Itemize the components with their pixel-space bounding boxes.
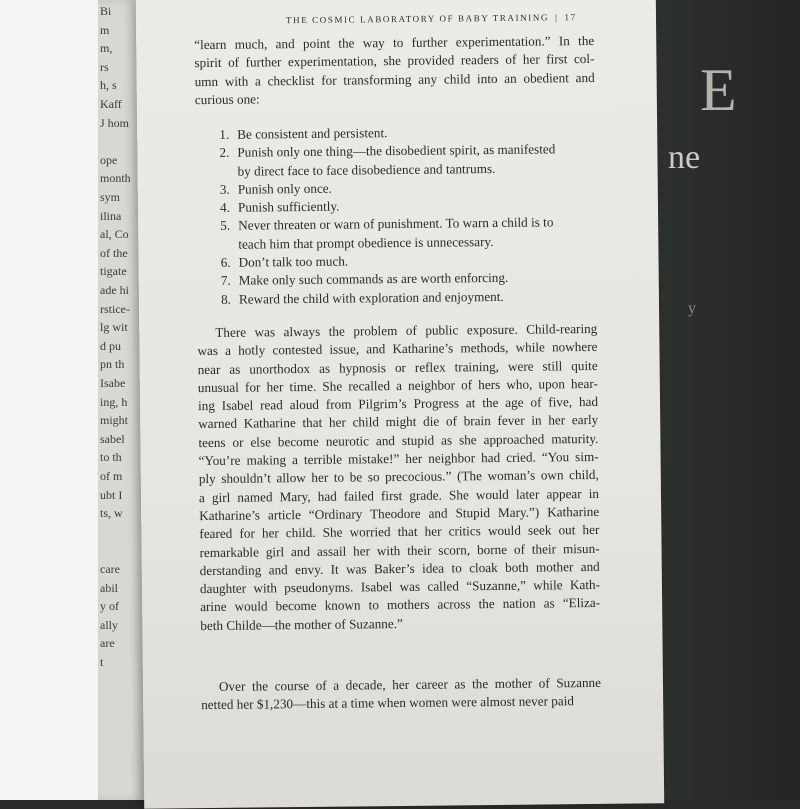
text-line: warned Katharine that her child might die of brain fever in her early — [198, 412, 599, 432]
text-line: beth Childe—the mother of Suzanne.” — [200, 615, 403, 633]
facing-page-text-fragment: abil — [100, 580, 118, 595]
facing-page-text-fragment: Bi — [100, 4, 112, 18]
checklist-number: 7. — [220, 273, 231, 289]
text-line: curious one: — [194, 91, 260, 108]
facing-page-text-fragment: lg wit — [100, 320, 128, 335]
running-head — [286, 12, 577, 25]
text-line: was a hotly contested issue, and Katharine’s methods, while nowhere — [197, 339, 598, 359]
facing-page-text-fragment: Kaff — [100, 97, 122, 111]
text-line: feared for her child. She worried that her critics would seek out her — [199, 522, 600, 542]
text-line: “You’re making a terrible mistake!” her neighbor had cried. “You sim- — [198, 449, 599, 469]
facing-page-text-fragment: ally — [100, 617, 118, 632]
right-background-book-cover — [640, 0, 800, 800]
checklist-number: 6. — [220, 254, 231, 270]
text-line: Katharine’s article “Ordinary Theodore and Stupid Mary.”) Katharine — [199, 503, 600, 524]
facing-page-text-fragment: m, — [100, 41, 113, 56]
checklist — [215, 122, 597, 309]
checklist-text — [238, 213, 596, 253]
text-line: remarkable girl and assail her with their scorn, borne of their misun- — [199, 540, 600, 560]
checklist-line: Don’t talk too much. — [238, 253, 349, 270]
text-line: There was always the problem of public exposure. Child-rearing — [215, 320, 598, 340]
checklist-line: Make only such commands as are worth enforcing. — [238, 270, 509, 289]
facing-page-text-fragment: sabel — [100, 431, 125, 446]
checklist-number: 3. — [219, 181, 230, 197]
checklist-item — [217, 287, 597, 309]
facing-page-text-fragment: d pu — [100, 338, 121, 353]
facing-page-text-fragment: ts, w — [100, 506, 123, 521]
facing-page-text-fragment: ope — [100, 152, 118, 167]
facing-page-text-fragment: might — [100, 413, 129, 428]
checklist-number: 1. — [219, 126, 230, 142]
facing-page-text-fragment: month — [100, 171, 131, 186]
cover-letter: E — [700, 57, 741, 123]
checklist-line: Punish sufficiently. — [237, 198, 340, 215]
checklist-number: 5. — [220, 218, 231, 234]
checklist-line: Reward the child with exploration and enjoyment. — [238, 288, 504, 307]
checklist-line: Punish only one thing—the disobedient spirit, as manifested — [237, 141, 556, 160]
text-line: ing Isabel read aloud from Pilgrim’s Progress at the age of five, had — [197, 394, 599, 414]
facing-page-text-fragment: rs — [100, 59, 109, 74]
text-line: near as unorthodox as hypnosis or reflex training, were still quite — [197, 357, 598, 377]
running-head-separator: | — [555, 12, 559, 23]
text-line: spirit of further experimentation, she provided readers of her first col- — [194, 51, 595, 71]
facing-page-text-fragment: ilina — [100, 208, 122, 223]
book-page — [136, 0, 664, 809]
checklist-item — [215, 140, 595, 181]
facing-page-text-fragment: Isabe — [100, 376, 126, 390]
facing-page-text-fragment: al, Co — [100, 227, 129, 242]
text-line: umn with a checklist for transforming any child into an obedient and — [194, 69, 595, 89]
text-line: arine would become known to mothers across the nation as “Eliza- — [200, 595, 601, 615]
checklist-text — [239, 287, 597, 309]
facing-page-text-fragment: sym — [100, 190, 121, 204]
facing-page-text-fragment: of m — [100, 469, 123, 483]
facing-page-text-fragment: ubt I — [100, 487, 123, 502]
text-line: daughter with pseudonyms. Isabel was called “Suzanne,” while Kath- — [199, 577, 601, 597]
cover-word: ne — [668, 139, 701, 176]
facing-page-text-fragment: tigate — [100, 264, 127, 279]
text-line: Over the course of a decade, her career as the mother of Suzanne — [218, 674, 602, 694]
facing-page-text-fragment: ing, h — [100, 394, 128, 409]
body-paragraph — [197, 320, 600, 635]
facing-page-text-fragment: m — [100, 22, 110, 37]
facing-page-text-fragment: ade hi — [100, 283, 129, 297]
checklist-line: by direct face to face disobedience and tantrums. — [237, 160, 496, 179]
checklist-line: teach him that prompt obedience is unnecessary. — [238, 233, 494, 252]
text-line: derstanding and envy. It was Baker’s idea to cloak both mother and — [199, 558, 600, 578]
facing-page-text-fragment: y of — [100, 599, 119, 614]
facing-page-text-fragment: of the — [100, 245, 128, 260]
cover-fragment: y — [688, 300, 696, 317]
facing-page-text-fragment: h, s — [100, 78, 117, 93]
facing-page-text-fragment: are — [100, 636, 115, 651]
checklist-line: Punish only once. — [237, 180, 333, 197]
checklist-number: 8. — [220, 291, 232, 307]
facing-page-text-fragment: care — [100, 562, 120, 576]
facing-page-text-fragment: pn th — [100, 357, 125, 372]
text-line: unusual for her time. She recalled a neighbor of hers who, upon hear- — [197, 375, 598, 396]
facing-page-text-fragment: J hom — [100, 115, 130, 130]
text-line: netted her $1,230—this at a time when women were almost never paid — [201, 693, 575, 713]
facing-page-text-fragment: rstice- — [100, 301, 130, 316]
checklist-number: 4. — [219, 199, 231, 216]
text-line: ply shouldn’t allow her to be so precocious.” (The woman’s own child, — [198, 467, 599, 487]
checklist-text — [237, 140, 595, 180]
facing-page-text-fragment: to th — [100, 450, 122, 465]
page-number: 17 — [564, 12, 577, 23]
intro-paragraph — [194, 32, 595, 109]
checklist-line: Be consistent and persistent. — [237, 125, 388, 142]
checklist-line: Never threaten or warn of punishment. To warn a child is to — [238, 214, 554, 234]
left-background — [0, 0, 102, 800]
running-head-title: THE COSMIC LABORATORY OF BABY TRAINING — [285, 12, 550, 26]
checklist-number: 2. — [219, 145, 230, 161]
checklist-item — [216, 213, 596, 254]
text-line: a girl named Mary, had failed first grade. She would later appear in — [198, 485, 600, 505]
text-line: “learn much, and point the way to further experimentation.” In the — [194, 32, 595, 53]
facing-page-text-fragment: t — [100, 655, 104, 669]
text-line: teens or else become neurotic and stupid as she approached maturity. — [198, 430, 599, 450]
closing-paragraph — [201, 674, 601, 715]
